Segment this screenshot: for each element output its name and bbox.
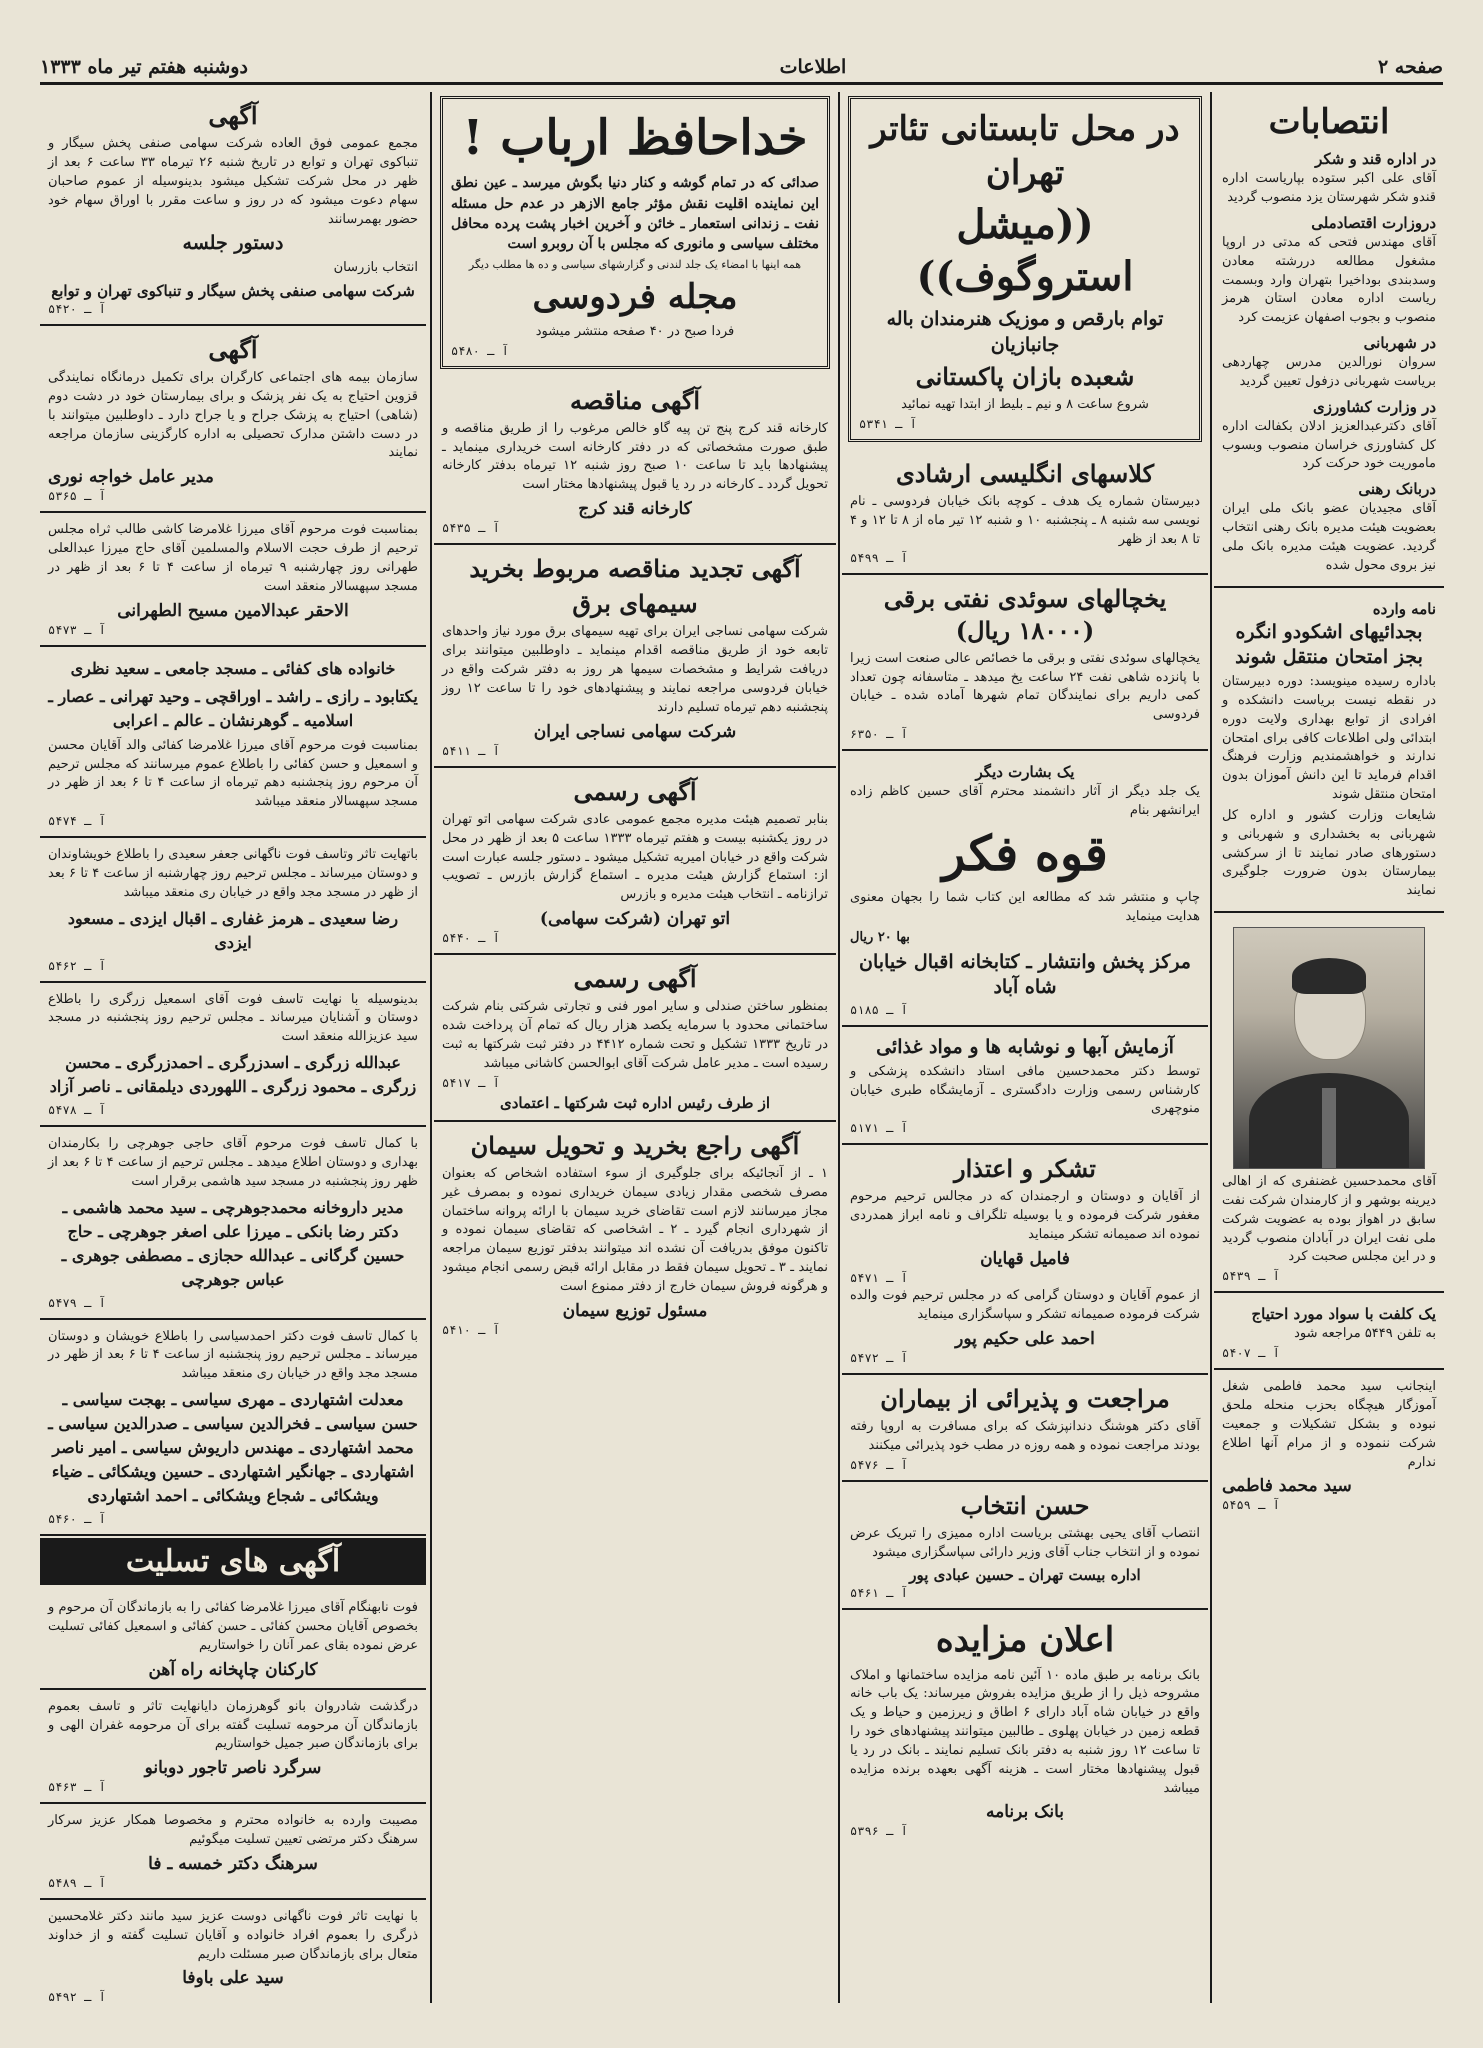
retender-ad [434, 545, 836, 768]
obituary-families [40, 647, 426, 838]
declaration-ad [1214, 1370, 1444, 1520]
paper-name: اطلاعات [779, 56, 847, 78]
column-ads-2 [842, 92, 1208, 2003]
ad-code: آ ـ ۵۴۴۰ [442, 931, 500, 946]
auction-ad [842, 1610, 1208, 1846]
page-header [40, 52, 1443, 85]
appointment-heading: دربانک رهنی [1358, 480, 1436, 499]
ad-code: آ ـ ۵۴۷۹ [48, 1295, 106, 1310]
condolence-text: فوت نابهنگام آقای میرزا غلامرضا کفائی را به بازماندگان آن مرحوم و بخصوص آقایان محسن کفائی ـ حسن کفائی و اسمعیل کفائی تسلیت عرض نموده بقای عمر آنان را خواستاریم [48, 1600, 418, 1653]
tender-ad [434, 377, 836, 546]
column-notices [40, 92, 426, 2003]
ad-code: آ ـ ۵۴۶۰ [48, 1512, 106, 1527]
letter-section-title: نامه وارده [1372, 599, 1436, 618]
lab-text: توسط دکتر محمدحسین مافی استاد دانشکده پزشکی و کارشناس رسمی وزارت دادگستری ـ آزمایشگاه طبری خیابان منوچهری [850, 1063, 1200, 1117]
theater-extra: شعبده بازان پاکستانی [915, 361, 1135, 391]
obituary-names: معدلت اشتهاردی ـ مهری سیاسی ـ بهجت سیاسی ـ حسن سیاسی ـ فخرالدین سیاسی ـ صدرالدین سیاسی ـ محمد اشتهاردی ـ مهندس داریوش سیاسی ـ امیر ناصر اشتهاردی ـ جهانگیر اشتهاردی ـ حسین ویشکائی ـ ضیاء ویشکائی ـ شجاع ویشکائی ـ احمد اشتهاردی [48, 1390, 418, 1506]
ad-code: آ ـ ۵۴۳۹ [1222, 1269, 1280, 1284]
obituary-4 [40, 1127, 426, 1320]
clinic-title: مراجعت و پذیرائی از بیماران [880, 1383, 1170, 1413]
photo-notice [1214, 913, 1444, 1293]
theater-show: ((میشل استروگوف)) [916, 201, 1134, 301]
magazine-name: مجله فردوسی [532, 276, 738, 317]
ad-code: آ ـ ۵۳۶۵ [48, 489, 106, 504]
official2-title: آگهی رسمی [573, 964, 697, 994]
appointment-text: آقای مهندس فتحی که مدتی در اروپا مشغول مطالعه دررشته معادن وسدبندی بوداخیرا بتهران وارد وبسمت ریاست اداره معادن استان هرمز منصوب و بجوب اصفهان عزیمت کرد [1222, 234, 1436, 326]
retender-subtitle: سیمهای برق [572, 589, 698, 619]
glad-title: یک بشارت دیگر [975, 763, 1075, 782]
tender-title: آگهی مناقصه [569, 385, 701, 415]
ad-code: آ ـ ۵۱۸۵ [850, 1003, 908, 1018]
obituary-3 [40, 983, 426, 1128]
condolences-title: آگهی های تسلیت [40, 1538, 426, 1585]
tender-text: کارخانه قند کرج پنج تن پیه گاو خالص مرغوب را از طریق مناقصه و طبق صورت مشخصاتی که در دفتر کارخانه است خریداری مینماید ـ پیشنهادها باید تا ساعت ۱۰ صبح روز شنبه ۱۲ تیرماه بدفتر کارخانه تحویل گردد ـ کارخانه در رد یا قبول پیشنهادها مختار است [442, 420, 828, 493]
obituary-names: مدیر داروخانه محمدجوهرچی ـ سید محمد هاشمی ـ دکتر رضا بانکی ـ میرزا علی اصغر جوهرچی ـ حاج حسین گرگانی ـ عبدالله حجازی ـ مصطفی جوهری ـ عباس جوهرچی [61, 1197, 405, 1289]
ad-code: آ ـ ۵۴۶۲ [48, 958, 106, 973]
thanks-title: تشکر و اعتذار [954, 1154, 1096, 1184]
official2-text: بمنظور ساختن صندلی و سایر امور فنی و تجارتی شرکتی بنام شرکت ساختمانی محدود با سرمایه یکصد هزار ریال که تمام آن پرداخت شده در تاریخ ۱۳۳۳ تشکیل و تحت شماره ۴۴۱۲ در دفتر ثبت شرکتها به ثبت رسیده است ـ مدیر عامل شرکت آقای ابوالحسن کاشانی میباشد [442, 999, 828, 1071]
condolence-signature: سرهنگ دکتر خمسه ـ فا [148, 1853, 318, 1874]
condolence-1 [40, 1591, 426, 1690]
ad-code: آ ـ ۵۳۹۶ [850, 1824, 908, 1839]
condolence-signature: سید علی باوفا [182, 1968, 284, 1989]
ad-code: آ ـ ۵۴۷۴ [48, 814, 106, 829]
photo-caption: آقای محمدحسین غضنفری که از اهالی دیرینه بوشهر و از کارمندان شرکت نفت سابق در اهواز بوده به عضویت شرکت ملی نفت ایران در آبادان منصوب گردید و در این مجلس صحبت کرد [1222, 1174, 1436, 1265]
tobacco-meeting-ad [40, 92, 426, 326]
appointment-heading: در اداره قند و شکر [1315, 150, 1436, 169]
appointment-heading: در شهربانی [1363, 334, 1436, 353]
magazine-when: فردا صبح در ۴۰ صفحه منتشر میشود [535, 323, 735, 339]
column-rule [838, 92, 840, 2003]
auction-text: بانک برنامه بر طبق ماده ۱۰ آئین نامه مزایده ساختمانها و املاک مشروحه ذیل را از طریق مزایده بفروش میرساند: یک باب خانه واقع در خیابان شاه آباد دارای ۶ اطاق و زیرزمین و حیاط و یک قطعه زمین در خیابان پهلوی ـ طالبین میتوانند پیشنهادهای خود را تا ساعت ۱۲ روز شنبه به دفتر بانک تسلیم نمایند ـ بانک در رد یا قبول پیشنهادها مختار است ـ هزینه آگهی بعهده برنده مزایده میباشد [850, 1667, 1201, 1796]
families-body: بمناسبت فوت مرحوم آقای میرزا غلامرضا کفائی والد آقایان محسن و اسمعیل و حسن کفائی را باطلاع عموم میرسانند که مجلس ترحیم آن مرحوم روز پنجشنبه دهم تیرماه از ساعت ۴ تا ۶ بعد از ظهر در مسجد سپهسالار منعقد میباشد [48, 737, 418, 810]
farewell-text: صدائی که در تمام گوشه و کنار دنیا بگوش میرسد ـ عین نطق این نماینده اقلیت نقش مؤثر جامع الازهر در عدم حل مسئله نفت ـ زندانی استعمار ـ خائن و آخرین اخبار پشت پرده محافل مختلف سیاسی و مانوری که مجلس با آن روبرو است [451, 175, 819, 253]
ad-code: آ ـ ۵۴۹۲ [48, 1990, 106, 2003]
lab-title: آزمایش آبها و نوشابه ها و مواد غذائی [876, 1036, 1174, 1059]
official-title: آگهی رسمی [573, 776, 697, 806]
obituary-names: عبدالله زرگری ـ اسدزرگری ـ احمدزرگری ـ محسن زرگری ـ محمود زرگری ـ اللهوردی دیلمقانی ـ ناصر آزاد [49, 1053, 417, 1097]
english-class-ad [842, 450, 1208, 576]
thanks2-signature: احمد علی حکیم پور [955, 1328, 1095, 1349]
obituary-1 [40, 513, 426, 646]
issue-date: دوشنبه هفتم تیر ماه ۱۳۳۳ [40, 56, 248, 78]
families-names: یکتابود ـ رازی ـ راشد ـ اوراقچی ـ وحید تهرانی ـ عصار ـ اسلامیه ـ گوهرنشان ـ عالم ـ اعرابی [48, 686, 418, 730]
declaration-text: اینجانب سید محمد فاطمی شغل آموزگار هیچگاه بحزب منحله ملحق نبوده و بشکل تشکیلات و جمعیت شرکت ننموده و از مرام آنها اطلاع ندارم [1222, 1379, 1436, 1470]
letter-title: بجدائیهای اشکودو انگره بجز امتحان منتقل شوند [1235, 620, 1423, 669]
good-choice-ad [842, 1482, 1208, 1611]
ad-code: آ ـ ۵۴۹۹ [850, 551, 908, 566]
appointment-text: آقای علی اکبر ستوده بپاریاست اداره قندو شکر شهرستان یزد منصوب گردید [1222, 171, 1436, 206]
column-rule [430, 92, 432, 2003]
official-notice-2 [434, 955, 836, 1122]
letter-text: باداره رسیده مینویسد: دوره دبیرستان در نقطه نیست بریاست دانشکده و افرادی از توابع بهداری ولایت دوره ابتدائی ولی اطلاعات کافی برای امتحان ندارند و خواهشمندیم وزارت فرهنگ اقدام فرماید تا این دانش آموزان بدون امتحان منتقل شوند [1222, 673, 1436, 803]
portrait-photo [1233, 927, 1425, 1169]
cement-text: ۱ ـ از آنجائیکه برای جلوگیری از سوء استفاده اشخاص که بعنوان مصرف شخصی مقدار زیادی سیمان خریداری نموده و بمصرف غیر مجاز میرسانند لازم است تقاضای خرید سیمان با ارائه پروانه ساختمان از شهرداری انجام گیرد ـ ۲ ـ اشخاصی که تقاضای سیمان نموده و تاکنون موفق بدریافت آن نشده اند میتوانند بدفتر توزیع سیمان مراجعه نمایند ـ ۳ ـ تحویل سیمان فقط در مقابل ارائه قبض رسمی انجام میشود و هرگونه فروش سیمان خارج از دفتر ممنوع است [442, 1165, 828, 1294]
obituary-text: بمناسبت فوت مرحوم آقای میرزا غلامرضا کاشی طالب ثراه مجلس ترحیم از طرف حجت الاسلام والمسلمین آقای حاج میرزا عبدالعلی طهرانی روز چهارشنبه ۹ تیرماه از ساعت ۴ تا ۶ بعد از ظهر در مسجد سپهسالار منعقد است [48, 522, 418, 594]
ad-code: آ ـ ۵۴۱۱ [442, 743, 500, 758]
appointment-text: سروان نورالدین مدرس چهاردهی بریاست شهربانی دزفول تعیین گردید [1222, 355, 1436, 389]
condolence-text: درگذشت شادروان بانو گوهرزمان دایانهایت تاثر و تاسف بعموم بازماندگان آن مرحومه تسلیت گفته برای آن مرحومه غفران الهی و برای بازماندگان صبر جمیل خواستاریم [48, 1698, 418, 1752]
farewell-title: خداحافظ ارباب ! [462, 110, 808, 166]
insurance-ad [40, 326, 426, 513]
ad-code: آ ـ ۵۴۱۷ [442, 1075, 500, 1090]
retender-text: شرکت سهامی نساجی ایران برای تهیه سیمهای برق مورد نیاز واحدهای تابعه خود از طریق مناقصه اقدام مینماید ـ داوطلبین میتوانند برای دریافت شرایط و مشخصات سیمها هر روز به دفتر شرکت واقع در خیابان فردوسی مراجعه نمایند و پیشنهادهای خود را تا ساعت ۱۲ روز پنجشنبه دهم تیرماه تسلیم دارند [442, 624, 828, 715]
book-price: بها ۲۰ ریال [850, 929, 910, 945]
ad-code: آ ـ ۵۴۷۶ [850, 1457, 908, 1472]
ad-code: آ ـ ۵۴۷۳ [48, 622, 106, 637]
bulletin-text: شایعات وزارت کشور و اداره کل شهربانی به بخشداری و شهربانی و دستورهای صادر نمایند تا از سرکشی بیمارستان بدون ضرورت جلوگیری نمایند [1222, 807, 1436, 899]
appointment-heading: دروزارت اقتصادملی [1311, 213, 1436, 232]
choice-signature: اداره بیست تهران ـ حسین عبادی پور [909, 1566, 1141, 1585]
condolence-signature: کارکنان چاپخانه راه آهن [148, 1659, 318, 1680]
notice-signature: شرکت سهامی صنفی پخش سیگار و تنباکوی تهران و توابع [51, 281, 415, 300]
magazine-ad [440, 96, 830, 369]
class-title: کلاسهای انگلیسی ارشادی [895, 458, 1155, 488]
agenda-item: انتخاب بازرسان [333, 260, 418, 276]
official-notice-1 [434, 768, 836, 955]
ad-code: آ ـ ۵۴۵۹ [1222, 1498, 1280, 1513]
cement-signature: مسئول توزیع سیمان [562, 1300, 708, 1321]
ad-code: آ ـ ۵۴۸۰ [451, 343, 509, 358]
thanks-text: از آقایان و دوستان و ارجمندان که در مجالس ترحیم مرحوم مغفور شرکت فرموده و یا بوسیله تلگراف و نامه ابراز همدردی نموده اند صمیمانه تشکر مینماید [850, 1189, 1200, 1243]
appointment-text: آقای دکترعبدالعزیز ادلان بکفالت اداره کل کشاورزی خراسان منصوب وبسوب ماموریت خود حرکت کرد [1222, 418, 1436, 472]
appointment-heading: در وزارت کشاورزی [1313, 397, 1436, 416]
choice-text: انتصاب آقای یحیی بهشتی بریاست اداره ممیزی را تبریک عرض نموده و از انتخاب جناب آقای وزیر دارائی سپاسگزاری میشود [850, 1525, 1200, 1560]
fridge-ad [842, 575, 1208, 751]
section-title: انتصابات [1268, 102, 1390, 142]
families-title: خانواده های کفائی ـ مسجد جامعی ـ سعید نظری [70, 658, 396, 678]
theater-time: شروع ساعت ۸ و نیم ـ بلیط از ابتدا تهیه نمائید [901, 396, 1149, 412]
ad-code: آ ـ ۵۳۴۱ [859, 416, 917, 431]
book-text: چاپ و منتشر شد که مطالعه این کتاب شما را بجهان معنوی هدایت مینماید [850, 890, 1200, 925]
theater-ad [848, 96, 1202, 442]
notice-title: آگهی [208, 334, 258, 364]
condolence-4 [40, 1900, 426, 2003]
fridge-text: یخچالهای سوئدی نفتی و برقی ما خصائص عالی صنعت است زیرا با پانزده شاهی نفت ۲۴ ساعت یخ میدهد ـ متاسفانه چون تعداد کمی داریم برای نمایندگان تمام شهرها آماده شده ـ خیابان فردوسی [850, 650, 1200, 723]
notice-title: آگهی [208, 101, 258, 130]
ad-code: آ ـ ۵۴۷۸ [48, 1103, 106, 1118]
theater-subtitle: توام بارقص و موزیک هنرمندان باله جانبازیان [886, 308, 1164, 357]
obituary-text: با کمال تاسف فوت مرحوم آقای حاجی جوهرچی را بکارمندان بهداری و دوستان اطلاع میدهد ـ مجلس ترحیم از ساعت ۴ تا ۶ بعد از ظهر روز پنجشنبه در مسجد سید هاشمی برقرار است [48, 1136, 419, 1189]
ad-code: آ ـ ۵۴۶۳ [48, 1780, 106, 1795]
ad-code: آ ـ ۵۴۳۵ [442, 521, 500, 536]
ad-code: آ ـ ۵۴۰۷ [1222, 1346, 1280, 1361]
class-text: دبیرستان شماره یک هدف ـ کوچه بانک خیابان فردوسی ـ نام نویسی سه شنبه ۸ ـ پنجشنبه ۱۰ و شنبه ۱۲ تیر ماه از ۸ تا ۱۲ و ۴ تا ۸ بعد از ظهر [850, 493, 1201, 547]
obituary-2 [40, 838, 426, 983]
obituary-text: باتهایت تاثر وتاسف فوت ناگهانی جعفر سعیدی را باطلاع خویشاوندان و دوستان میرساند ـ مجلس ترحیم روز چهارشنبه از ساعت ۴ تا ۶ بعد از ظهر در مسجد مجد واقع در خیابان ری منعقد میباشد [48, 847, 418, 900]
thanks-ad [842, 1145, 1208, 1374]
book-center: مرکز پخش وانتشار ـ کتابخانه اقبال خیابان شاه آباد [859, 950, 1191, 999]
ad-code: آ ـ ۵۴۶۱ [850, 1586, 908, 1601]
condolence-text: مصیبت وارده به خانواده محترم و مخصوصا همکار عزیز سرکار سرهنگ دکتر مرتضی تعیین تسلیت میگوئیم [48, 1813, 418, 1848]
obituary-text: بدینوسیله با نهایت تاسف فوت آقای اسمعیل زرگری را باطلاع دوستان و آشنایان میرساند ـ مجلس ترحیم روز پنجشنبه در مسجد سید عزیزالله منعقد است [48, 991, 418, 1045]
ad-code: آ ـ ۵۴۸۹ [48, 1875, 106, 1890]
condolence-signature: سرگرد ناصر تاجور دوبانو [144, 1758, 322, 1779]
condolence-3 [40, 1804, 426, 1900]
appointment-text: آقای مجیدیان عضو بانک ملی ایران بعضویت هیئت مدیره بانک رهنی انتخاب گردید. عضویت هیئت مدیره بانک ملی نیز بروی محول شده [1222, 501, 1436, 573]
notice-text: سازمان بیمه های اجتماعی کارگران برای تکمیل درمانگاه نمایندگی قزوین احتیاج به یک نفر پزشک و برای بیمارستان خود در دشت دوم (شاهی) احتیاج به پزشک جراح و یا جراح دارد ـ داوطلبین میتوانند با در دست داشتن مدارک تحصیلی به اداره کارگزینی سازمان مراجعه نمایند [48, 370, 418, 461]
declaration-signature: سید محمد فاطمی [1222, 1476, 1352, 1497]
official-signature: اتو تهران (شرکت سهامی) [539, 909, 731, 930]
condolence-text: با نهایت تاثر فوت ناگهانی دوست عزیز سید مانند دکتر غلامحسین ذرگری را بعموم افراد خانواده و آقایان تسلیت گفته و از خداوند متعال برای بازماندگان صبر مسئلت داریم [48, 1908, 418, 1962]
ad-code: آ ـ ۵۴۷۱ [850, 1270, 908, 1285]
fridge-title: یخچالهای سوئدی نفتی برقی (۱۸۰۰۰ ریال) [883, 584, 1167, 645]
clinic-text: آقای دکتر هوشنگ دندانپزشک که برای مسافرت به اروپا رفته بودند مراجعت نموده و همه روزه در مطب خود پذیرائی میکنند [850, 1418, 1200, 1453]
agenda-title: دستور جلسه [182, 232, 284, 255]
auction-title: اعلان مزایده [935, 1620, 1115, 1661]
choice-title: حسن انتخاب [960, 1490, 1090, 1520]
official-text: بنابر تصمیم هیئت مدیره مجمع عمومی عادی شرکت سهامی اتو تهران در روز یکشنبه بیست و هفتم تیرماه ۱۳۳۳ ساعت ۵ بعد از ظهر در محل شرکت واقع در خیابان امیریه تشکیل میشود ـ دستور جلسه عبارت است از: استماع گزارش هیئت مدیره ـ استماع گزارش بازرس ـ تصویب ترازنامه ـ انتخاب هیئت مدیره و بازرس [442, 811, 829, 903]
retender-title: آگهی تجدید مناقصه مربوط بخرید [469, 554, 801, 584]
letter-section [1214, 588, 1444, 913]
notice-text: مجمع عمومی فوق العاده شرکت سهامی صنفی پخش سیگار و تنباکوی تهران و توابع در تاریخ شنبه ۲۶ تیرماه ۳۳ ساعت ۶ بعد از ظهر در محل شرکت تشکیل میشود بدینوسیله از عموم صاحبان سهام دعوت میشود که در روز و ساعت مقرر با اوراق سهام خود حضور بهمرسانند [48, 136, 418, 227]
cement-title: آگهی راجع بخرید و تحویل سیمان [470, 1130, 800, 1160]
ad-code: آ ـ ۵۴۱۰ [442, 1322, 500, 1337]
theater-title: در محل تابستانی تئاتر تهران [870, 109, 1180, 194]
clinic-ad [842, 1375, 1208, 1482]
ad-text: به تلفن ۵۴۴۹ مراجعه شود [1294, 1326, 1436, 1342]
obituary-5 [40, 1320, 426, 1537]
tender-signature: کارخانه قند کرج [578, 499, 692, 520]
ad-code: آ ـ ۵۴۷۲ [850, 1350, 908, 1365]
obituary-names: رضا سعیدی ـ هرمز غفاری ـ اقبال ایزدی ـ مسعود ایزدی [67, 908, 399, 952]
official2-signature: از طرف رئیس اداره ثبت شرکتها ـ اعتمادی [499, 1093, 771, 1112]
thanks-signature: فامیل قهایان [980, 1248, 1070, 1269]
lab-ad [842, 1027, 1208, 1145]
ad-title: یک کلفت با سواد مورد احتیاج [1251, 1305, 1436, 1324]
glad-text: یک جلد دیگر از آثار دانشمند محترم آقای حسین کاظم زاده ایرانشهر بنام [850, 784, 1200, 818]
farewell-note: همه اینها با امضاء یک جلد لندنی و گزارشهای سیاسی و ده ها مطلب دیگر [468, 257, 802, 271]
column-rule [1210, 92, 1212, 2003]
thanks2-text: از عموم آقایان و دوستان گرامی که در مجلس ترحیم فوت والده شرکت فرموده صمیمانه تشکر و سپاسگزاری مینماید [850, 1287, 1200, 1322]
ad-code: آ ـ ۶۳۵۰ [850, 727, 908, 742]
book-ad [842, 751, 1208, 1027]
page-number: صفحه ۲ [1377, 56, 1443, 78]
condolence-2 [40, 1690, 426, 1805]
obituary-text: با کمال تاسف فوت دکتر احمدسیاسی را باطلاع خویشان و دوستان میرساند ـ مجلس ترحیم روز پنجشنبه از ساعت ۴ تا ۶ بعد از ظهر در مسجد مجد واقع در خیابان ری منعقد میباشد [48, 1328, 418, 1382]
ad-code: آ ـ ۵۱۷۱ [850, 1121, 908, 1136]
column-appointments [1214, 92, 1444, 2003]
appointments-section [1214, 92, 1444, 588]
retender-signature: شرکت سهامی نساجی ایران [533, 721, 737, 742]
maid-wanted-ad [1214, 1293, 1444, 1370]
ad-code: آ ـ ۵۴۲۰ [48, 301, 106, 316]
notice-signature: مدیر عامل خواجه نوری [48, 467, 214, 488]
auction-signature: بانک برنامه [985, 1802, 1065, 1823]
book-title: قوه فکر [942, 825, 1108, 882]
column-ads-3 [434, 92, 836, 2003]
cement-notice [434, 1122, 836, 1345]
obituary-signature: الاحقر عبدالامین مسیح الطهرانی [117, 600, 349, 621]
